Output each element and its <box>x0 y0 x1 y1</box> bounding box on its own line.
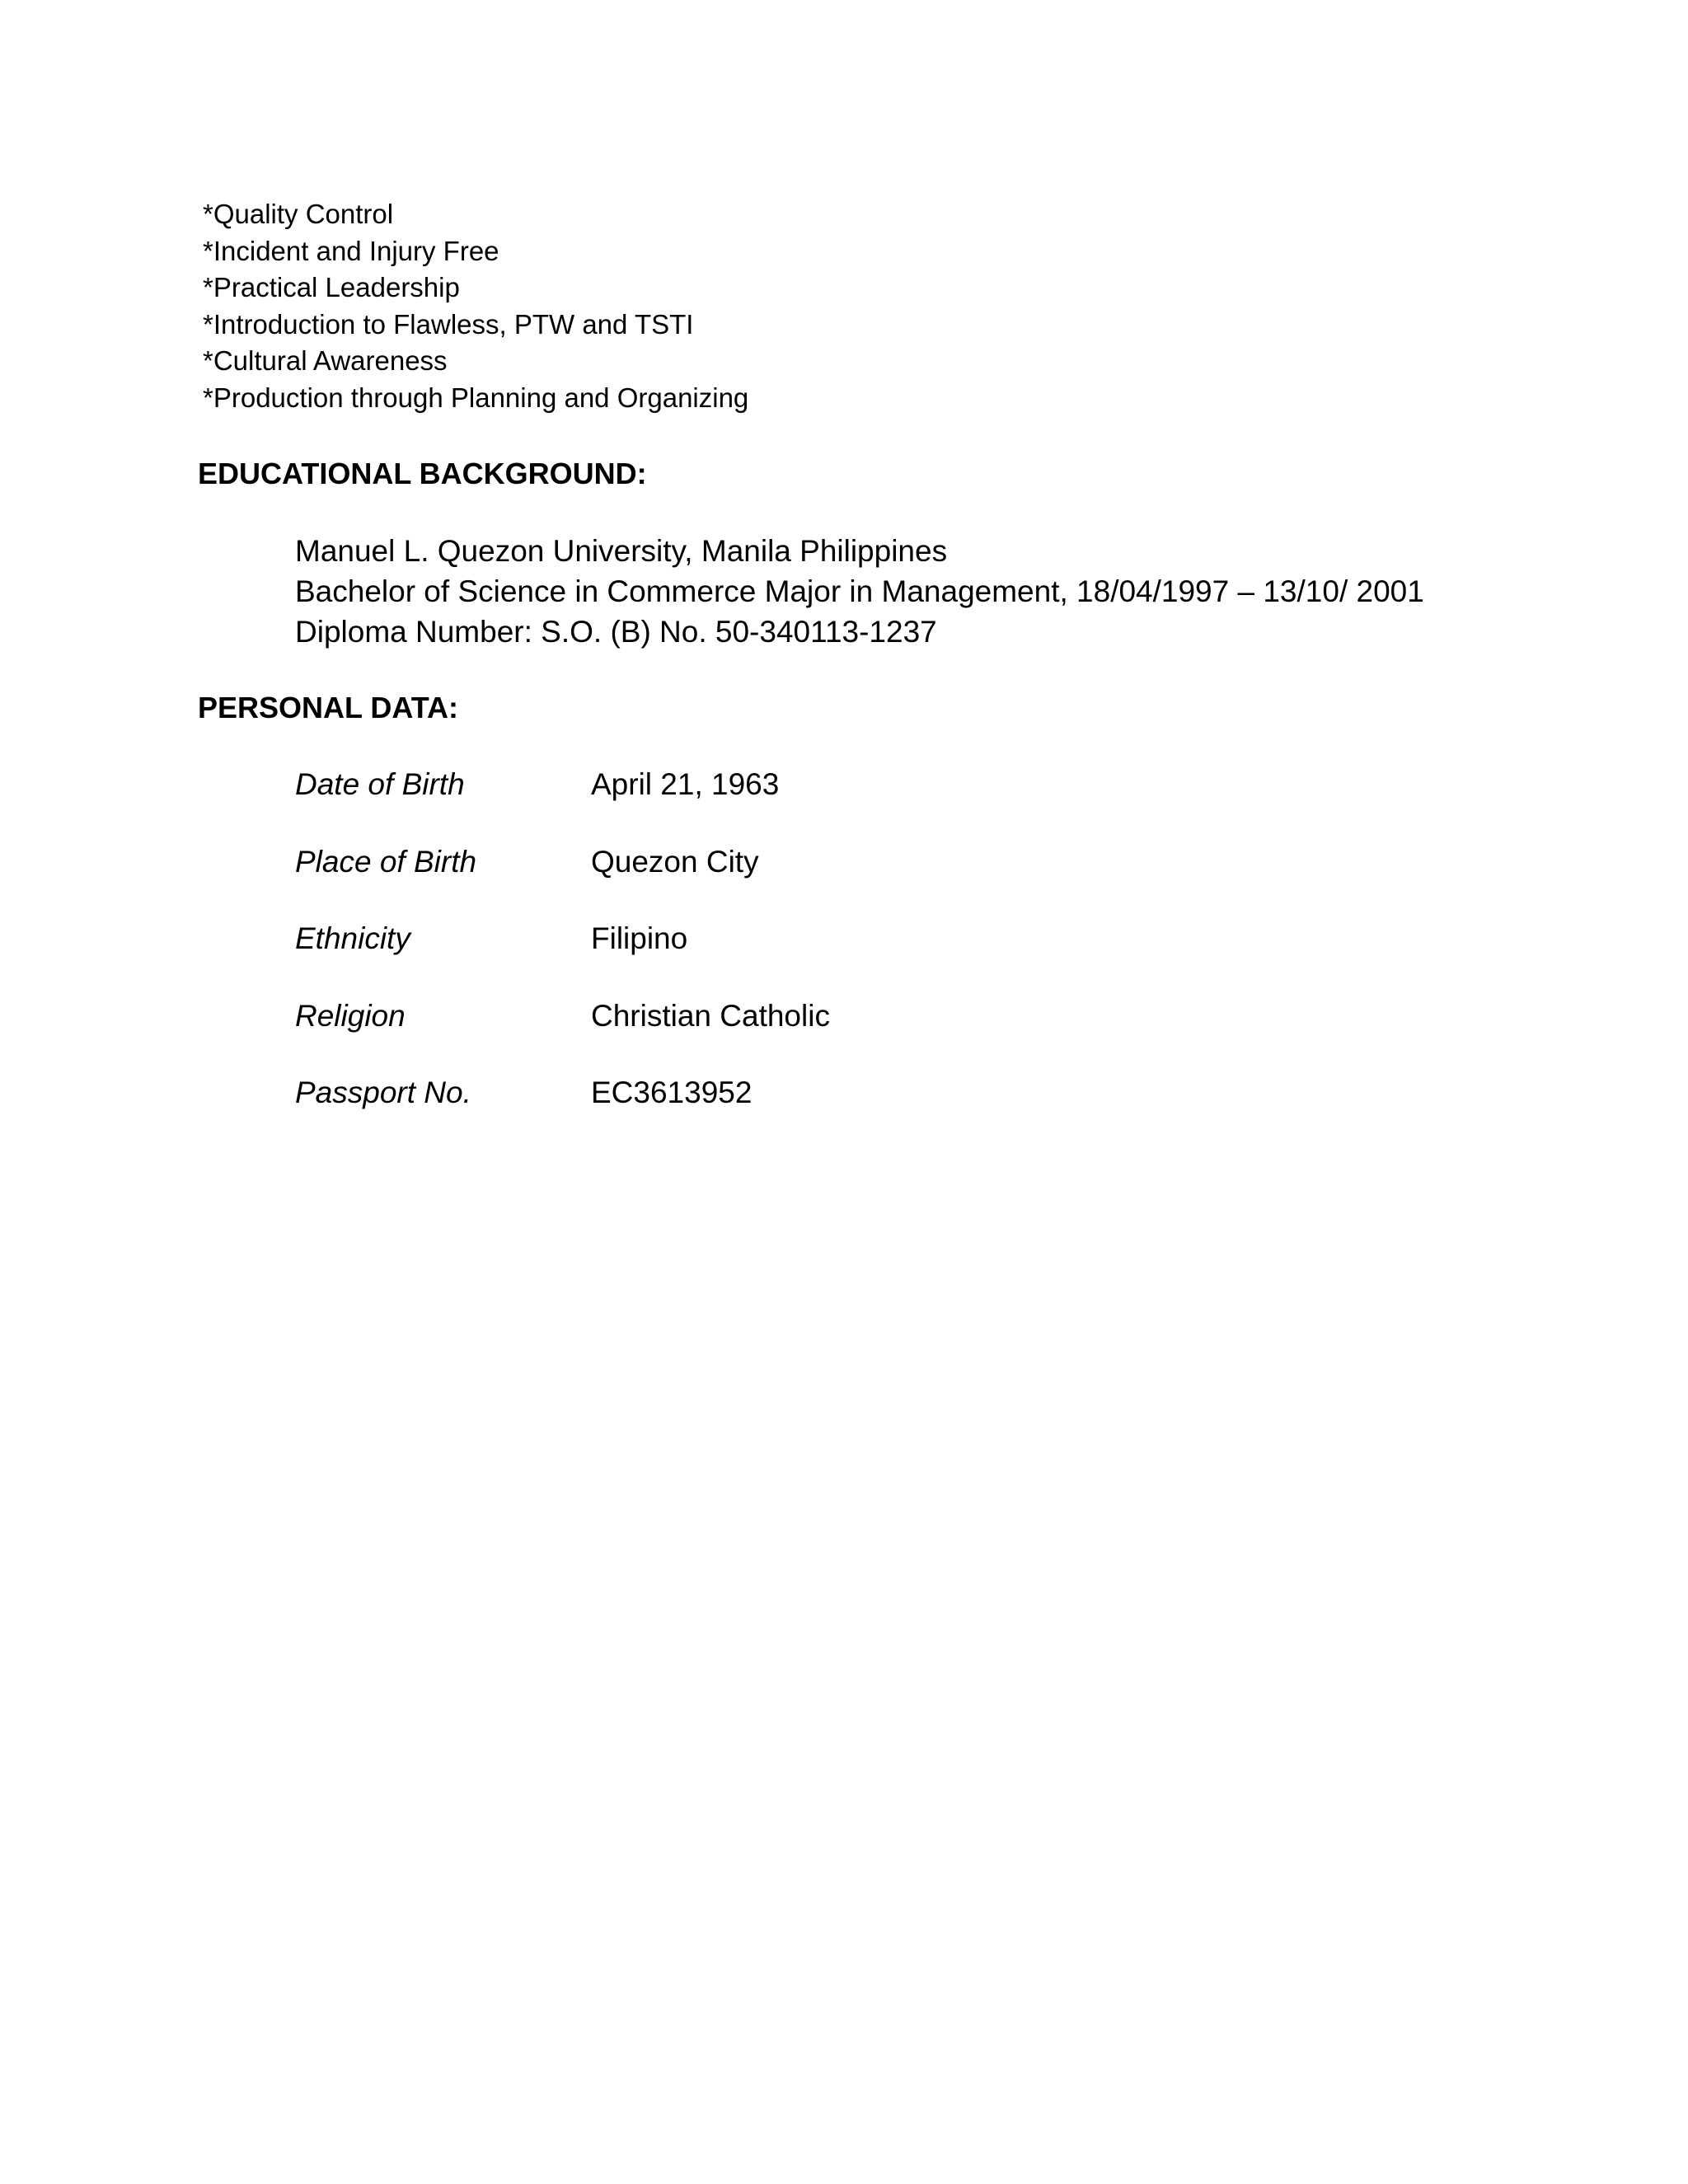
training-item-quality-control: *Quality Control <box>203 199 394 229</box>
training-item-production-planning: *Production through Planning and Organizing <box>203 382 749 413</box>
personal-value: April 21, 1963 <box>591 767 780 801</box>
training-item-flawless-ptw-tsti: *Introduction to Flawless, PTW and TSTI <box>203 308 694 340</box>
education-school: Manuel L. Quezon University, Manila Philippines <box>295 534 948 568</box>
personal-value: Filipino <box>591 921 688 955</box>
training-item-cultural-awareness: *Cultural Awareness <box>203 345 448 377</box>
personal-label: Place of Birth <box>295 844 477 879</box>
personal-value: Quezon City <box>591 844 759 879</box>
education-details <box>295 531 1424 652</box>
training-list <box>203 196 748 417</box>
personal-label: Ethnicity <box>295 921 410 955</box>
training-item-incident-injury-free: *Incident and Injury Free <box>203 235 499 266</box>
personal-data-heading: PERSONAL DATA: <box>198 691 459 724</box>
personal-label: Date of Birth <box>295 767 465 801</box>
education-heading: EDUCATIONAL BACKGROUND: <box>198 457 647 490</box>
personal-value: EC3613952 <box>591 1076 753 1109</box>
personal-value: Christian Catholic <box>591 998 830 1033</box>
education-degree: Bachelor of Science in Commerce Major in Management, 18/04/1997 – 13/10/ 2001 <box>295 574 1424 608</box>
training-item-practical-leadership: *Practical Leadership <box>203 272 460 303</box>
personal-label: Religion <box>295 998 406 1033</box>
education-diploma: Diploma Number: S.O. (B) No. 50-340113-1237 <box>295 615 937 649</box>
personal-label: Passport No. <box>295 1076 471 1109</box>
